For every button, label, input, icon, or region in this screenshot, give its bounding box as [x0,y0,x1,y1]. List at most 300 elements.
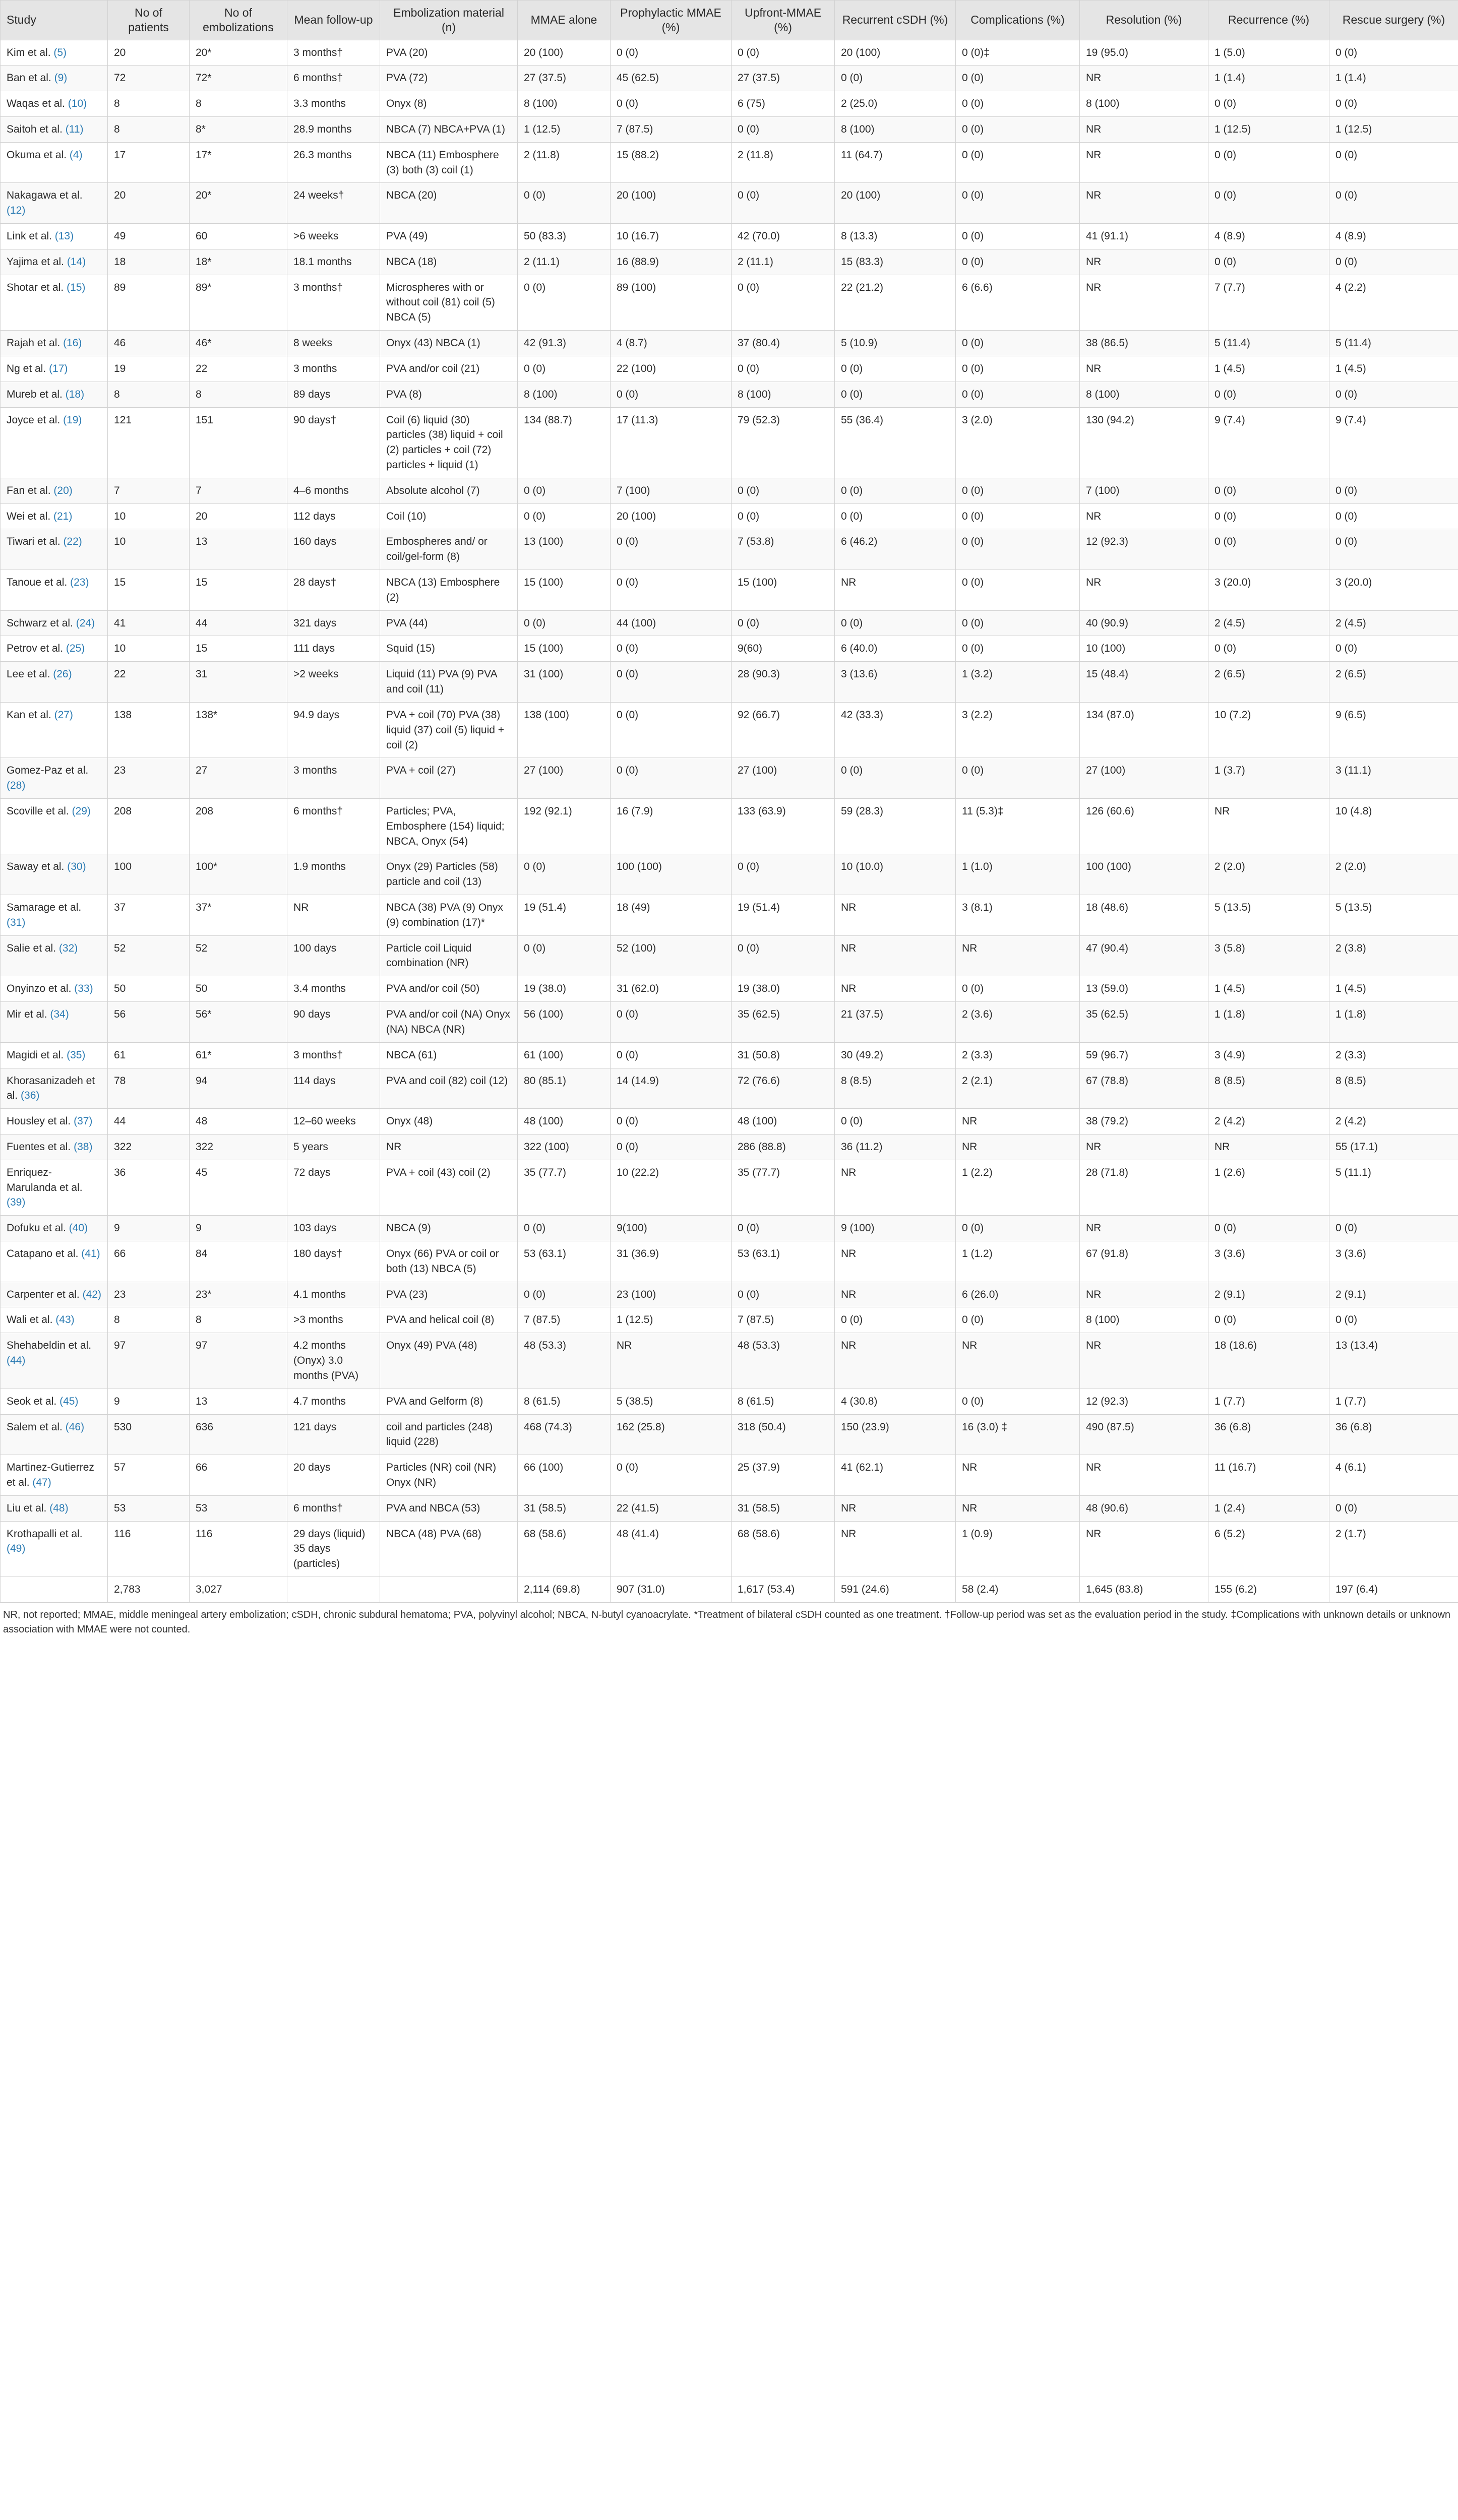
cell-upfront: 2 (11.8) [732,142,835,183]
cell-prophylactic: 22 (100) [611,356,732,382]
reference-link[interactable]: (15) [67,281,86,293]
cell-rescue-surgery: 36 (6.8) [1329,1414,1458,1455]
reference-link[interactable]: (37) [74,1115,93,1127]
cell-embolizations: 61* [190,1042,287,1068]
cell-material: NBCA (20) [380,183,518,224]
cell-material: PVA (8) [380,382,518,407]
study-name: Petrov et al. [7,643,64,655]
cell-study [1,91,108,117]
cell-upfront: 28 (90.3) [732,662,835,703]
reference-link[interactable]: (48) [49,1502,69,1514]
cell-patients: 23 [108,1282,190,1307]
cell-upfront: 0 (0) [732,40,835,66]
table-row [1,1307,1458,1333]
cell-material: NBCA (61) [380,1042,518,1068]
cell-patients: 100 [108,854,190,895]
cell-recurrent-csdh: 0 (0) [835,356,956,382]
cell-upfront: 9(60) [732,636,835,662]
cell-material: Particle coil Liquid combination (NR) [380,935,518,976]
reference-link[interactable]: (12) [7,205,26,217]
cell-material: Embospheres and/ or coil/gel-form (8) [380,529,518,570]
cell-recurrence: 0 (0) [1208,1307,1329,1333]
table-row [1,1495,1458,1521]
cell-complications: 2 (3.3) [956,1042,1080,1068]
cell-material: Squid (15) [380,636,518,662]
cell-material: PVA and coil (82) coil (12) [380,1068,518,1109]
cell-mmae-alone: 192 (92.1) [518,798,611,854]
cell-material: NBCA (18) [380,249,518,275]
reference-link[interactable]: (10) [68,98,87,110]
cell-resolution: NR [1080,275,1208,330]
total-rescue-surgery: 197 (6.4) [1329,1577,1458,1603]
reference-link[interactable]: (26) [53,668,72,680]
study-name: Krothapalli et al. [7,1528,83,1540]
study-name: Samarage et al. [7,902,82,913]
reference-link[interactable]: (23) [70,577,89,588]
reference-link[interactable]: (49) [7,1543,26,1555]
cell-resolution: NR [1080,1282,1208,1307]
header-material: Embolization material (n) [380,1,518,40]
table-row [1,1333,1458,1389]
cell-study [1,116,108,142]
cell-recurrent-csdh: 150 (23.9) [835,1414,956,1455]
total-prophylactic: 907 (31.0) [611,1577,732,1603]
cell-patients: 37 [108,895,190,936]
cell-resolution: NR [1080,1134,1208,1160]
reference-link[interactable]: (14) [67,256,86,268]
cell-prophylactic: 45 (62.5) [611,66,732,91]
cell-rescue-surgery: 2 (9.1) [1329,1282,1458,1307]
cell-recurrence: 2 (6.5) [1208,662,1329,703]
cell-upfront: 68 (58.6) [732,1521,835,1577]
reference-link[interactable]: (27) [54,709,73,721]
cell-mmae-alone: 35 (77.7) [518,1160,611,1215]
cell-rescue-surgery: 2 (4.2) [1329,1109,1458,1135]
cell-recurrence: 7 (7.7) [1208,275,1329,330]
cell-mmae-alone: 61 (100) [518,1042,611,1068]
cell-rescue-surgery: 1 (7.7) [1329,1389,1458,1414]
reference-link[interactable]: (4) [69,149,83,161]
reference-link[interactable]: (41) [81,1248,100,1259]
cell-material: PVA + coil (43) coil (2) [380,1160,518,1215]
cell-prophylactic: 22 (41.5) [611,1495,732,1521]
table-row [1,529,1458,570]
cell-complications: 0 (0) [956,570,1080,611]
table-row [1,91,1458,117]
cell-complications: 1 (2.2) [956,1160,1080,1215]
cell-study [1,1160,108,1215]
cell-material: PVA + coil (27) [380,758,518,799]
table-row [1,854,1458,895]
cell-recurrent-csdh: 11 (64.7) [835,142,956,183]
cell-embolizations: 100* [190,854,287,895]
reference-link[interactable]: (47) [32,1476,51,1488]
reference-link[interactable]: (31) [7,916,26,928]
total-complications: 58 (2.4) [956,1577,1080,1603]
cell-study [1,1282,108,1307]
cell-study [1,662,108,703]
cell-mmae-alone: 0 (0) [518,478,611,503]
study-name: Shotar et al. [7,281,64,293]
cell-prophylactic: 44 (100) [611,610,732,636]
cell-prophylactic: 0 (0) [611,1455,732,1496]
table-row [1,1160,1458,1215]
cell-study [1,142,108,183]
header-resolution: Resolution (%) [1080,1,1208,40]
cell-resolution: 38 (86.5) [1080,331,1208,356]
cell-complications: NR [956,1455,1080,1496]
cell-rescue-surgery: 0 (0) [1329,529,1458,570]
total-recurrence: 155 (6.2) [1208,1577,1329,1603]
cell-study [1,1389,108,1414]
cell-recurrent-csdh: 0 (0) [835,1307,956,1333]
cell-upfront: 0 (0) [732,1216,835,1241]
cell-follow-up: 24 weeks† [287,183,380,224]
cell-mmae-alone: 20 (100) [518,40,611,66]
cell-prophylactic: 10 (16.7) [611,224,732,249]
cell-rescue-surgery: 10 (4.8) [1329,798,1458,854]
table-row [1,1068,1458,1109]
reference-link[interactable]: (35) [67,1049,86,1061]
cell-prophylactic: 14 (14.9) [611,1068,732,1109]
cell-follow-up: 90 days† [287,407,380,478]
cell-upfront: 27 (37.5) [732,66,835,91]
cell-complications: 0 (0)‡ [956,40,1080,66]
cell-patients: 17 [108,142,190,183]
cell-material: PVA and Gelform (8) [380,1389,518,1414]
table-footnote: NR, not reported; MMAE, middle meningeal artery embolization; cSDH, chronic subdural hematoma; PVA, polyvinyl alcohol; NBCA, N-butyl cyanoacrylate. *Treatment of bilateral cSDH counted as one treatment. †Follow-up period was set as the evaluation period in the study. ‡Complications with unknown details or unknown association with MMAE were not counted. [3,1609,1451,1635]
cell-material: Particles; PVA, Embosphere (154) liquid; NBCA, Onyx (54) [380,798,518,854]
cell-mmae-alone: 0 (0) [518,183,611,224]
cell-complications: 0 (0) [956,116,1080,142]
cell-complications: 0 (0) [956,142,1080,183]
reference-link[interactable]: (36) [21,1090,40,1102]
cell-recurrent-csdh: 59 (28.3) [835,798,956,854]
table-row [1,66,1458,91]
reference-link[interactable]: (30) [67,861,86,873]
cell-upfront: 0 (0) [732,478,835,503]
reference-link[interactable]: (5) [53,46,67,58]
cell-resolution: 59 (96.7) [1080,1042,1208,1068]
cell-embolizations: 322 [190,1134,287,1160]
cell-prophylactic: 0 (0) [611,40,732,66]
table-row [1,1282,1458,1307]
cell-embolizations: 8 [190,382,287,407]
cell-embolizations: 13 [190,1389,287,1414]
cell-recurrence: 11 (16.7) [1208,1455,1329,1496]
cell-material: NBCA (7) NBCA+PVA (1) [380,116,518,142]
cell-recurrent-csdh: 6 (46.2) [835,529,956,570]
cell-complications: 0 (0) [956,478,1080,503]
study-name: Shehabeldin et al. [7,1340,92,1352]
cell-upfront: 53 (63.1) [732,1241,835,1282]
cell-resolution: NR [1080,356,1208,382]
reference-link[interactable]: (45) [59,1395,79,1407]
cell-material: Microspheres with or without coil (81) coil (5) NBCA (5) [380,275,518,330]
cell-rescue-surgery: 2 (6.5) [1329,662,1458,703]
cell-patients: 46 [108,331,190,356]
cell-upfront: 8 (100) [732,382,835,407]
cell-follow-up: 89 days [287,382,380,407]
cell-prophylactic: 15 (88.2) [611,142,732,183]
cell-follow-up: 112 days [287,503,380,529]
cell-follow-up: 4.1 months [287,1282,380,1307]
cell-resolution: 8 (100) [1080,382,1208,407]
reference-link[interactable]: (44) [7,1355,26,1367]
cell-prophylactic: 52 (100) [611,935,732,976]
cell-follow-up: 26.3 months [287,142,380,183]
study-name: Catapano et al. [7,1248,79,1259]
cell-upfront: 133 (63.9) [732,798,835,854]
table-row [1,636,1458,662]
study-name: Seok et al. [7,1395,57,1407]
reference-link[interactable]: (29) [72,805,91,817]
reference-link[interactable]: (39) [7,1196,26,1209]
cell-recurrence: 2 (9.1) [1208,1282,1329,1307]
reference-link[interactable]: (40) [69,1222,88,1234]
cell-follow-up: 20 days [287,1455,380,1496]
cell-prophylactic: 7 (100) [611,478,732,503]
reference-link[interactable]: (20) [53,484,73,496]
cell-complications: 11 (5.3)‡ [956,798,1080,854]
study-name: Ban et al. [7,72,51,84]
total-patients: 2,783 [108,1577,190,1603]
reference-link[interactable]: (11) [65,123,84,135]
cell-embolizations: 15 [190,636,287,662]
table-row [1,1521,1458,1577]
cell-patients: 41 [108,610,190,636]
cell-recurrent-csdh: 2 (25.0) [835,91,956,117]
cell-embolizations: 72* [190,66,287,91]
cell-rescue-surgery: 0 (0) [1329,91,1458,117]
cell-follow-up: 3.3 months [287,91,380,117]
cell-complications: 0 (0) [956,356,1080,382]
reference-link[interactable]: (13) [54,230,74,242]
cell-recurrence: 0 (0) [1208,91,1329,117]
reference-link[interactable]: (25) [66,643,85,655]
header-follow-up: Mean follow-up [287,1,380,40]
cell-follow-up: 4.2 months (Onyx) 3.0 months (PVA) [287,1333,380,1389]
study-name: Kan et al. [7,709,51,721]
cell-resolution: 47 (90.4) [1080,935,1208,976]
cell-study [1,798,108,854]
cell-prophylactic: 0 (0) [611,570,732,611]
header-patients: No of patients [108,1,190,40]
table-row [1,142,1458,183]
cell-resolution: 100 (100) [1080,854,1208,895]
cell-material: Absolute alcohol (7) [380,478,518,503]
cell-study [1,1134,108,1160]
cell-mmae-alone: 56 (100) [518,1002,611,1043]
reference-link[interactable]: (34) [50,1009,69,1021]
cell-complications: 0 (0) [956,976,1080,1002]
cell-complications: 1 (1.0) [956,854,1080,895]
cell-resolution: 490 (87.5) [1080,1414,1208,1455]
cell-material: PVA and/or coil (50) [380,976,518,1002]
cell-embolizations: 13 [190,529,287,570]
study-name: Schwarz et al. [7,617,73,629]
total-resolution: 1,645 (83.8) [1080,1577,1208,1603]
cell-upfront: 0 (0) [732,275,835,330]
cell-upfront: 19 (38.0) [732,976,835,1002]
cell-study [1,895,108,936]
reference-link[interactable]: (19) [63,414,82,426]
cell-upfront: 31 (50.8) [732,1042,835,1068]
cell-follow-up: 321 days [287,610,380,636]
cell-material: Particles (NR) coil (NR) Onyx (NR) [380,1455,518,1496]
cell-patients: 78 [108,1068,190,1109]
cell-study [1,935,108,976]
reference-link[interactable]: (42) [82,1288,101,1300]
cell-complications: 3 (8.1) [956,895,1080,936]
cell-mmae-alone: 15 (100) [518,636,611,662]
cell-patients: 19 [108,356,190,382]
cell-patients: 57 [108,1455,190,1496]
cell-recurrence: NR [1208,1134,1329,1160]
cell-complications: NR [956,1495,1080,1521]
cell-study [1,758,108,799]
reference-link[interactable]: (16) [63,337,82,349]
cell-rescue-surgery: 1 (1.4) [1329,66,1458,91]
cell-recurrent-csdh: 20 (100) [835,40,956,66]
cell-follow-up: 3 months [287,758,380,799]
cell-upfront: 79 (52.3) [732,407,835,478]
cell-complications: 0 (0) [956,66,1080,91]
cell-resolution: 7 (100) [1080,478,1208,503]
header-recurrent-csdh: Recurrent cSDH (%) [835,1,956,40]
reference-link[interactable]: (24) [76,617,95,629]
cell-rescue-surgery: 9 (7.4) [1329,407,1458,478]
cell-mmae-alone: 468 (74.3) [518,1414,611,1455]
cell-recurrent-csdh: NR [835,1521,956,1577]
cell-complications: 16 (3.0) ‡ [956,1414,1080,1455]
cell-resolution: 130 (94.2) [1080,407,1208,478]
cell-follow-up: 3 months [287,356,380,382]
cell-recurrent-csdh: 10 (10.0) [835,854,956,895]
cell-recurrence: 1 (2.4) [1208,1495,1329,1521]
cell-rescue-surgery: 1 (4.5) [1329,356,1458,382]
cell-mmae-alone: 31 (100) [518,662,611,703]
cell-embolizations: 151 [190,407,287,478]
table-row [1,356,1458,382]
reference-link[interactable]: (21) [53,510,73,522]
cell-patients: 53 [108,1495,190,1521]
cell-material: NBCA (13) Embosphere (2) [380,570,518,611]
cell-embolizations: 8* [190,116,287,142]
cell-embolizations: 636 [190,1414,287,1455]
cell-follow-up: 6 months† [287,66,380,91]
reference-link[interactable]: (17) [49,362,68,374]
reference-link[interactable]: (33) [74,983,93,995]
cell-resolution: 41 (91.1) [1080,224,1208,249]
cell-patients: 36 [108,1160,190,1215]
cell-upfront: 0 (0) [732,935,835,976]
cell-recurrent-csdh: 22 (21.2) [835,275,956,330]
cell-embolizations: 45 [190,1160,287,1215]
cell-material: PVA (72) [380,66,518,91]
cell-rescue-surgery: 2 (4.5) [1329,610,1458,636]
cell-patients: 116 [108,1521,190,1577]
cell-prophylactic: 20 (100) [611,503,732,529]
cell-rescue-surgery: 0 (0) [1329,142,1458,183]
cell-mmae-alone: 50 (83.3) [518,224,611,249]
cell-follow-up: >3 months [287,1307,380,1333]
cell-recurrent-csdh: 0 (0) [835,66,956,91]
table-header-row [1,1,1458,40]
reference-link[interactable]: (46) [65,1421,85,1433]
cell-prophylactic: 0 (0) [611,1002,732,1043]
cell-follow-up: 28.9 months [287,116,380,142]
cell-follow-up: 94.9 days [287,702,380,758]
cell-embolizations: 46* [190,331,287,356]
header-prophylactic: Prophylactic MMAE (%) [611,1,732,40]
study-name: Wei et al. [7,510,51,522]
cell-material: PVA and/or coil (21) [380,356,518,382]
cell-study [1,183,108,224]
cell-follow-up: 72 days [287,1160,380,1215]
cell-mmae-alone: 80 (85.1) [518,1068,611,1109]
reference-link[interactable]: (9) [54,72,68,84]
cell-upfront: 0 (0) [732,610,835,636]
cell-study [1,331,108,356]
reference-link[interactable]: (38) [74,1141,93,1153]
reference-link[interactable]: (22) [63,536,82,548]
reference-link[interactable]: (43) [55,1314,75,1326]
cell-resolution: NR [1080,142,1208,183]
cell-follow-up: 103 days [287,1216,380,1241]
cell-recurrent-csdh: 8 (8.5) [835,1068,956,1109]
cell-resolution: 8 (100) [1080,91,1208,117]
header-embolizations: No of embolizations [190,1,287,40]
cell-rescue-surgery: 0 (0) [1329,503,1458,529]
cell-upfront: 6 (75) [732,91,835,117]
cell-prophylactic: 20 (100) [611,183,732,224]
cell-patients: 8 [108,1307,190,1333]
cell-rescue-surgery: 0 (0) [1329,1495,1458,1521]
cell-follow-up: 180 days† [287,1241,380,1282]
cell-follow-up: >2 weeks [287,662,380,703]
cell-patients: 8 [108,91,190,117]
reference-link[interactable]: (32) [58,942,78,954]
study-name: Wali et al. [7,1314,53,1326]
cell-resolution: NR [1080,66,1208,91]
cell-recurrent-csdh: 0 (0) [835,503,956,529]
cell-patients: 138 [108,702,190,758]
study-name: Gomez-Paz et al. [7,765,89,777]
cell-rescue-surgery: 2 (3.3) [1329,1042,1458,1068]
cell-material: PVA and/or coil (NA) Onyx (NA) NBCA (NR) [380,1002,518,1043]
cell-mmae-alone: 31 (58.5) [518,1495,611,1521]
cell-embolizations: 20 [190,503,287,529]
cell-recurrent-csdh: 0 (0) [835,382,956,407]
cell-study [1,407,108,478]
reference-link[interactable]: (28) [7,780,26,792]
cell-embolizations: 84 [190,1241,287,1282]
cell-material: coil and particles (248) liquid (228) [380,1414,518,1455]
cell-recurrent-csdh: 6 (40.0) [835,636,956,662]
cell-prophylactic: 0 (0) [611,636,732,662]
header-mmae-alone: MMAE alone [518,1,611,40]
cell-recurrent-csdh: 9 (100) [835,1216,956,1241]
cell-embolizations: 66 [190,1455,287,1496]
reference-link[interactable]: (18) [65,388,85,400]
cell-rescue-surgery: 5 (13.5) [1329,895,1458,936]
cell-rescue-surgery: 8 (8.5) [1329,1068,1458,1109]
cell-study [1,1216,108,1241]
cell-material: Onyx (8) [380,91,518,117]
study-name: Waqas et al. [7,98,65,110]
study-name: Salem et al. [7,1421,63,1433]
